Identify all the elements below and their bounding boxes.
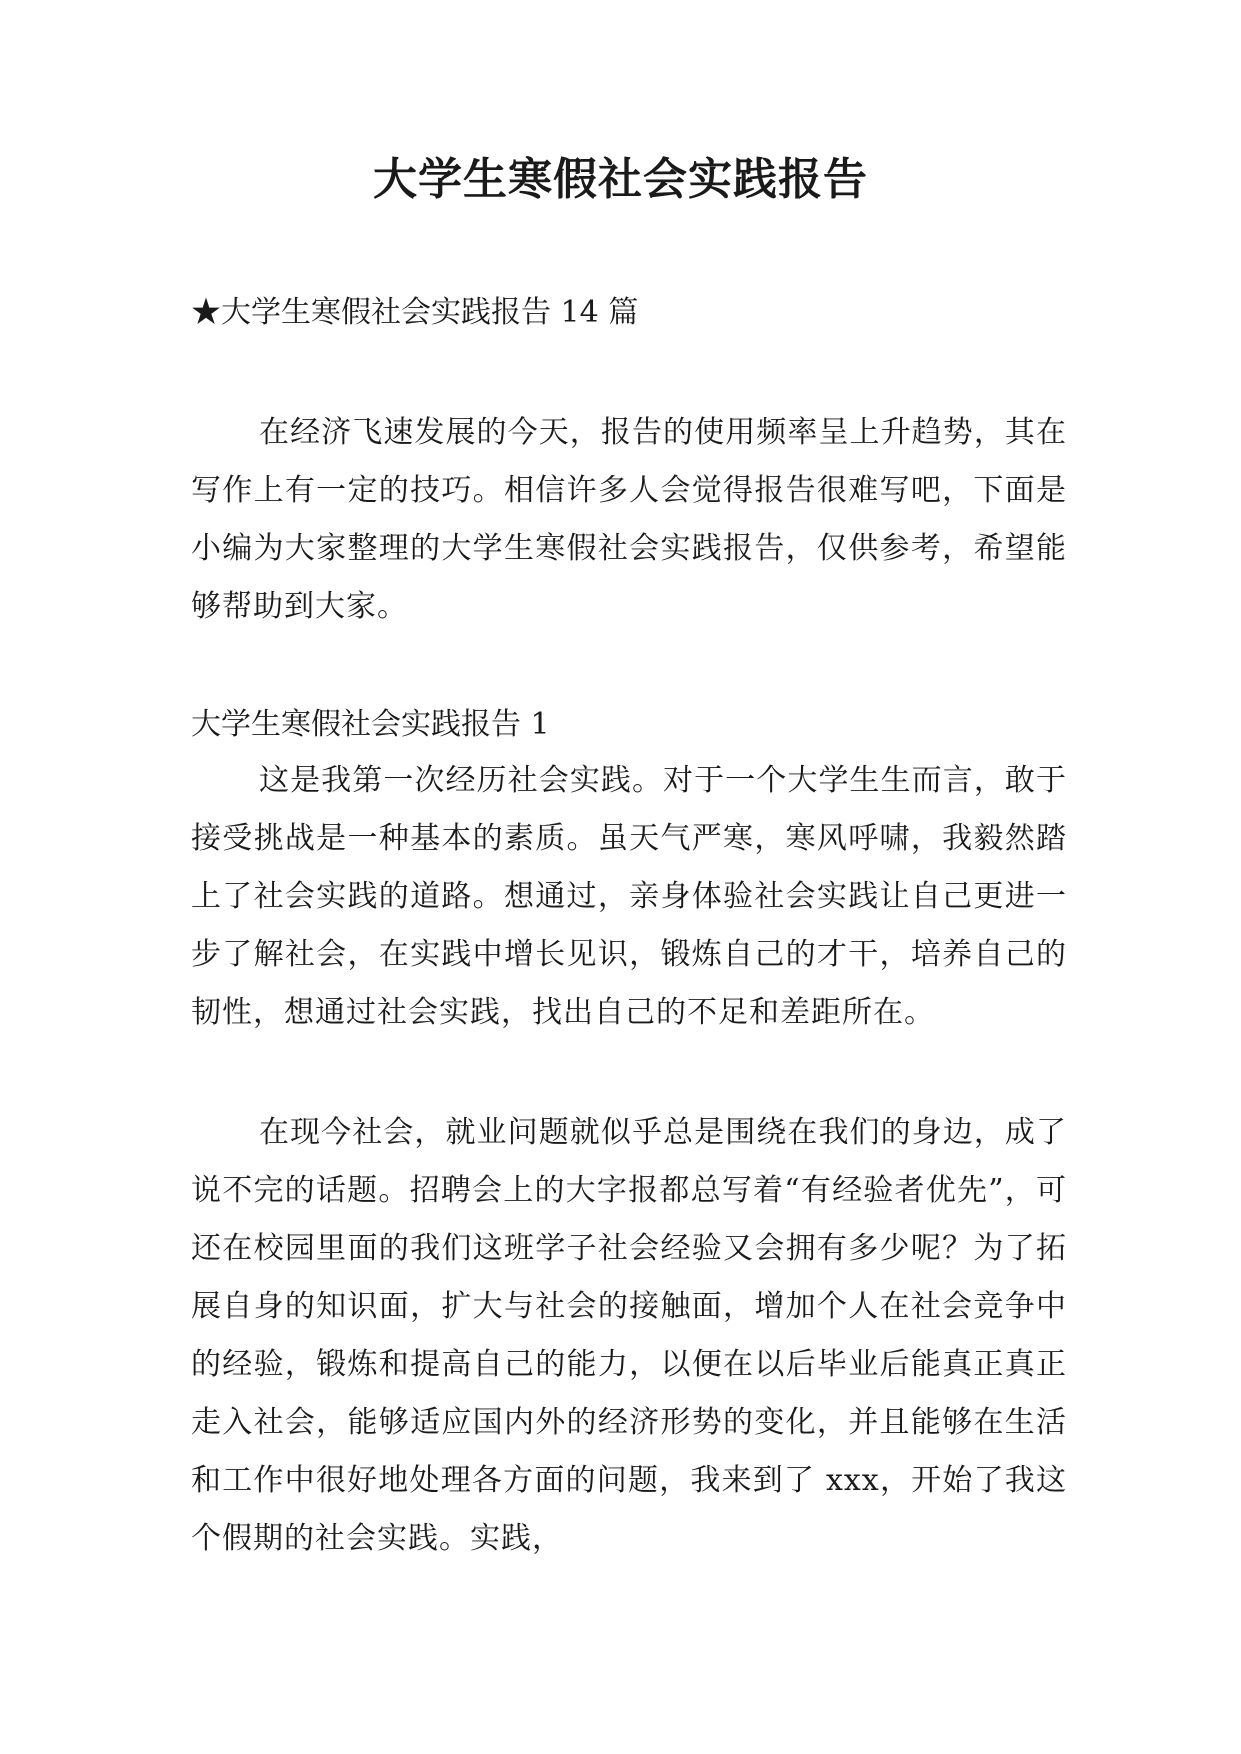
intro-paragraph: 在经济飞速发展的今天，报告的使用频率呈上升趋势，其在写作上有一定的技巧。相信许多人会觉得报告很难写吧，下面是小编为大家整理的大学生寒假社会实践报告，仅供参考，希望能够帮助到大家。 (191, 415, 1067, 624)
section-heading: 大学生寒假社会实践报告 1 (191, 707, 550, 742)
body-paragraph: 在现今社会，就业问题就似乎总是围绕在我们的身边，成了说不完的话题。招聘会上的大字报都总写着“有经验者优先”，可还在校园里面的我们这班学子社会经验又会拥有多少呢？为了拓展自身的知识面，扩大与社会的接触面，增加个人在社会竞争中的经验，锻炼和提高自己的能力，以便在以后毕业后能真正真正走入社会，能够适应国内外的经济形势的变化，并且能够在生活和工作中很好地处理各方面的问题，我来到了 xxx，开始了我这个假期的社会实践。实践， (191, 1115, 1067, 1556)
document-title: 大学生寒假社会实践报告 (373, 154, 868, 205)
document-subtitle: ★大学生寒假社会实践报告 14 篇 (191, 295, 639, 330)
body-paragraph: 这是我第一次经历社会实践。对于一个大学生生而言，敢于接受挑战是一种基本的素质。虽天气严寒，寒风呼啸，我毅然踏上了社会实践的道路。想通过，亲身体验社会实践让自己更进一步了解社会，在实践中增长见识，锻炼自己的才干，培养自己的韧性，想通过社会实践，找出自己的不足和差距所在。 (191, 763, 1067, 1030)
